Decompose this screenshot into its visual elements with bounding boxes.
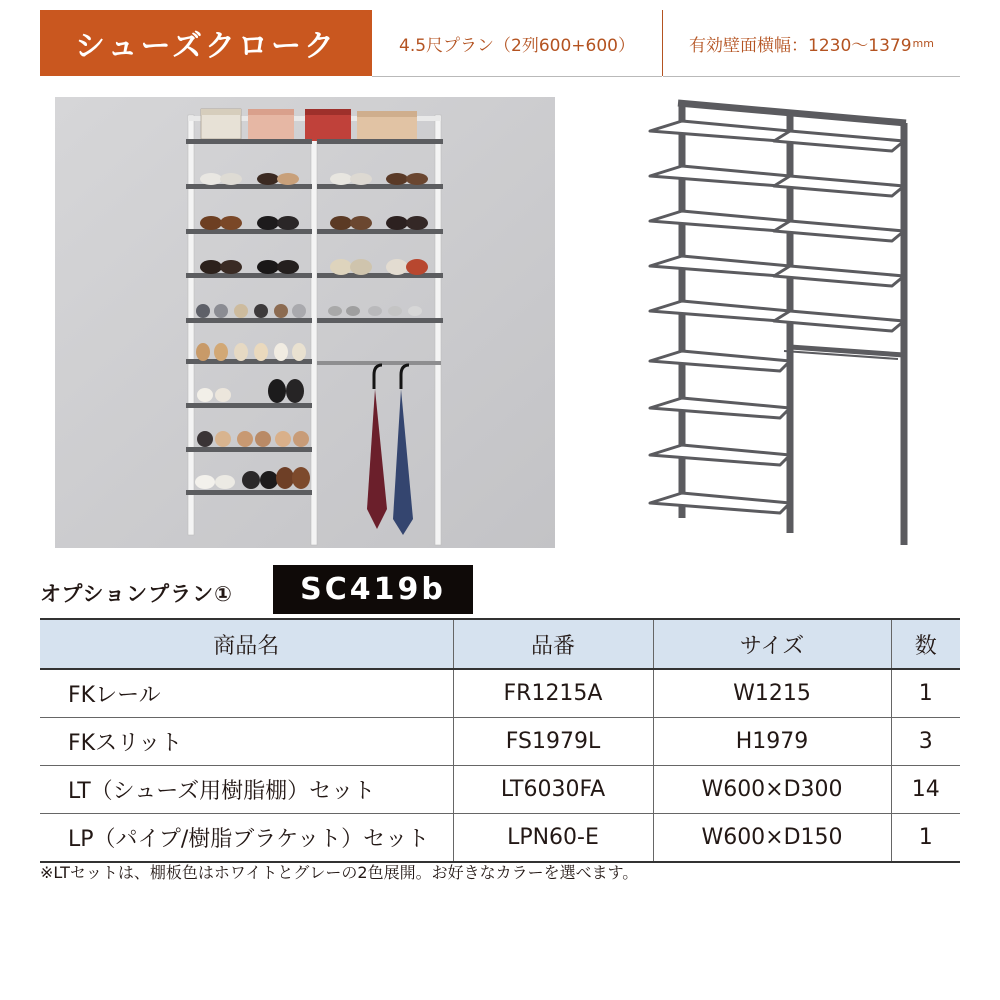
quantity-cell: 1 [891,669,960,718]
product-name-cell: FKスリット [40,718,453,766]
table-row [40,814,960,863]
product-name-cell: LT（シューズ用樹脂棚）セット [40,766,453,814]
product-photo [55,97,555,548]
wall-width-unit: mm [912,36,934,50]
size-cell: H1979 [653,718,891,766]
header-size: サイズ [653,619,891,669]
quantity-cell: 14 [891,766,960,814]
plan-label: 4.5尺プラン（2列600+600） [372,10,662,77]
wall-width-label [663,10,960,77]
table-row [40,718,960,766]
size-cell: W600×D150 [653,814,891,863]
header-product-name: 商品名 [40,619,453,669]
page-title: シューズクローク [40,10,372,76]
part-number-cell: LT6030FA [453,766,653,814]
table-row [40,766,960,814]
product-name-cell: FKレール [40,669,453,718]
product-name-cell: LP（パイプ/樹脂ブラケット）セット [40,814,453,863]
product-code: SC419b [273,565,473,614]
size-cell: W1215 [653,669,891,718]
wall-width-text: 有効壁面横幅：1230〜1379 [689,35,912,56]
footnote: ※LTセットは、棚板色はホワイトとグレーの2色展開。お好きなカラーを選べます。 [40,863,639,882]
part-number-cell: FR1215A [453,669,653,718]
quantity-cell: 3 [891,718,960,766]
size-cell: W600×D300 [653,766,891,814]
option-plan-label: オプションプラン① [40,582,233,606]
header-part-number: 品番 [453,619,653,669]
table-row [40,669,960,718]
part-number-cell: LPN60-E [453,814,653,863]
parts-table [40,618,960,863]
quantity-cell: 1 [891,814,960,863]
table-header-row [40,619,960,669]
part-number-cell: FS1979L [453,718,653,766]
header-quantity: 数 [891,619,960,669]
shelf-diagram [638,93,920,553]
